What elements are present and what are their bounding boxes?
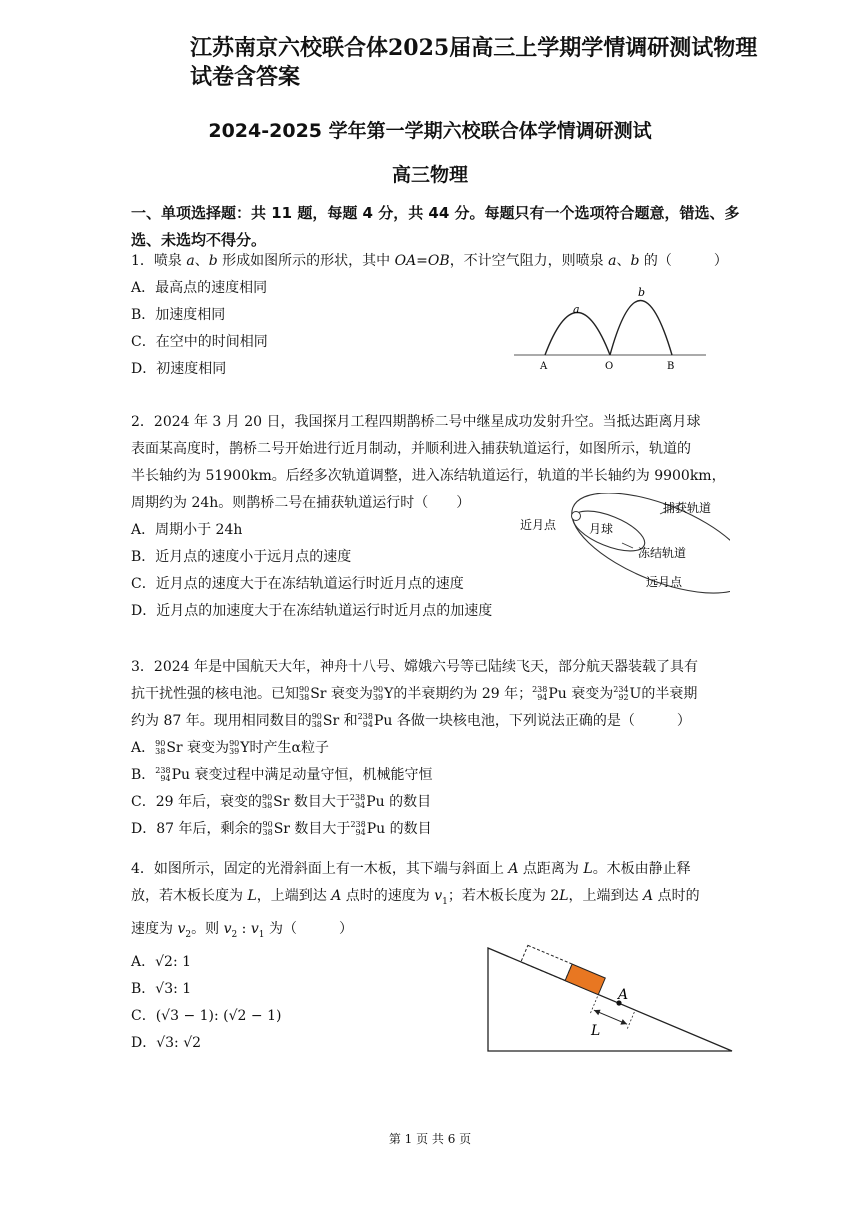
- page-footer: 第 1 页 共 6 页: [388, 1132, 472, 1146]
- point-a-label: A: [618, 987, 629, 1003]
- perilune-label: 近月点: [520, 518, 557, 532]
- section-heading: 一、单项选择题：共 11 题，每题 4 分，共 44 分。每题只有一个选项符合题意，错选、多选、未选均不得分。: [131, 204, 740, 249]
- nuclide-y: 90 39Y: [372, 685, 394, 702]
- apolune-label: 远月点: [646, 575, 683, 589]
- question-3-line-3: 约为 87 年。现用相同数目的90 38Sr 和238 94Pu 各做一块核电池，下列说法正确的是（ ）: [131, 712, 691, 729]
- question-2-line-3: 半长轴约为 51900km。后经多次轨道调整，进入冻结轨道运行，轨道的半长轴约为 9900km，: [131, 468, 726, 484]
- incline-figure: [482, 942, 738, 1056]
- question-4-line-3: 速度为 $v_2$。则 $v_2$ : $v_1$ 为（ ）: [131, 920, 353, 940]
- question-2-option-b: B．近月点的速度小于远月点的速度: [131, 549, 352, 565]
- question-3-option-a: A．90 38Sr 衰变为90 39Y时产生α粒子: [131, 739, 329, 756]
- subject-title: 高三物理: [391, 164, 468, 186]
- question-2-option-a: A．周期小于 24h: [131, 522, 243, 538]
- question-3-line-1: 3．2024 年是中国航天大年，神舟十八号、嫦娥六号等已陆续飞天，部分航天器装载了具有: [131, 659, 698, 675]
- question-3-line-2: 抗干扰性强的核电池。已知90 38Sr 衰变为90 39Y的半衰期约为 29 年；238 94Pu 衰变为234 92U的半衰期: [131, 681, 731, 708]
- question-2-option-c: C．近月点的速度大于在冻结轨道运行时近月点的速度: [131, 576, 464, 592]
- length-l-label: L: [591, 1023, 601, 1039]
- point-o-label: O: [605, 361, 614, 372]
- exam-title: 2024-2025 学年第一学期六校联合体学情调研测试: [208, 120, 652, 142]
- fountain-a-arc: [545, 313, 610, 356]
- question-4-line-1: 4．如图所示，固定的光滑斜面上有一木板，其下端与斜面上 A 点距离为 L。木板由静止释: [131, 861, 691, 877]
- question-2-line-1: 2．2024 年 3 月 20 日，我国探月工程四期鹊桥二号中继星成功发射升空。当抵达距离月球: [131, 414, 701, 430]
- nuclide-sr: 90 38Sr: [299, 685, 327, 702]
- question-4-option-a: A．√2: 1: [131, 953, 192, 970]
- question-1-stem: 1．喷泉 a、b 形成如图所示的形状，其中 OA=OB，不计空气阻力，则喷泉 a、b 的（ ）: [131, 253, 728, 269]
- question-2-line-4: 周期约为 24h。则鹊桥二号在捕获轨道运行时（ ）: [131, 495, 471, 511]
- fountain-figure: [510, 282, 710, 374]
- nuclide-u: 234 92U: [613, 685, 642, 702]
- question-3-option-b: B．238 94Pu 衰变过程中满足动量守恒，机械能守恒: [131, 766, 433, 783]
- question-2-line-2: 表面某高度时，鹊桥二号开始进行近月制动，并顺利进入捕获轨道运行，如图所示，轨道的: [131, 441, 691, 457]
- orbit-figure: [515, 493, 730, 597]
- fountain-a-label: a: [573, 303, 580, 316]
- question-4-option-d: D．√3: √2: [131, 1034, 202, 1051]
- moon-icon: [572, 512, 581, 521]
- dashed-board-outline: [521, 945, 572, 980]
- fountain-b-label: b: [638, 286, 646, 299]
- fountain-b-arc: [610, 301, 672, 356]
- capture-orbit-label: 捕获轨道: [663, 501, 712, 515]
- question-1-option-b: B．加速度相同: [131, 307, 226, 323]
- question-3-option-d: D．87 年后，剩余的90 38Sr 数目大于238 94Pu 的数目: [131, 820, 432, 837]
- question-3: [131, 654, 731, 843]
- question-3-option-c: C．29 年后，衰变的90 38Sr 数目大于238 94Pu 的数目: [131, 793, 432, 810]
- question-4-option-b: B．√3: 1: [131, 980, 192, 997]
- question-4-line-2: 放，若木板长度为 L，上端到达 A 点时的速度为 $v_1$；若木板长度为 2L，上端到达 A 点时的: [131, 888, 700, 907]
- moon-label: 月球: [589, 522, 614, 536]
- question-1-option-c: C．在空中的时间相同: [131, 334, 268, 350]
- point-b-label: B: [667, 361, 675, 372]
- question-1-option-a: A．最高点的速度相同: [131, 280, 268, 296]
- question-1-option-d: D．初速度相同: [131, 361, 227, 377]
- wooden-board: [565, 964, 605, 995]
- question-2-option-d: D．近月点的加速度大于在冻结轨道运行时近月点的加速度: [131, 603, 493, 619]
- point-a-label: A: [540, 361, 548, 372]
- nuclide-pu: 238 94Pu: [532, 685, 567, 702]
- document-title: 江苏南京六校联合体2025届高三上学期学情调研测试物理试卷含答案: [190, 35, 758, 90]
- frozen-orbit-label: 冻结轨道: [638, 546, 687, 560]
- question-4-option-c: C．(√3 − 1): (√2 − 1): [131, 1007, 282, 1024]
